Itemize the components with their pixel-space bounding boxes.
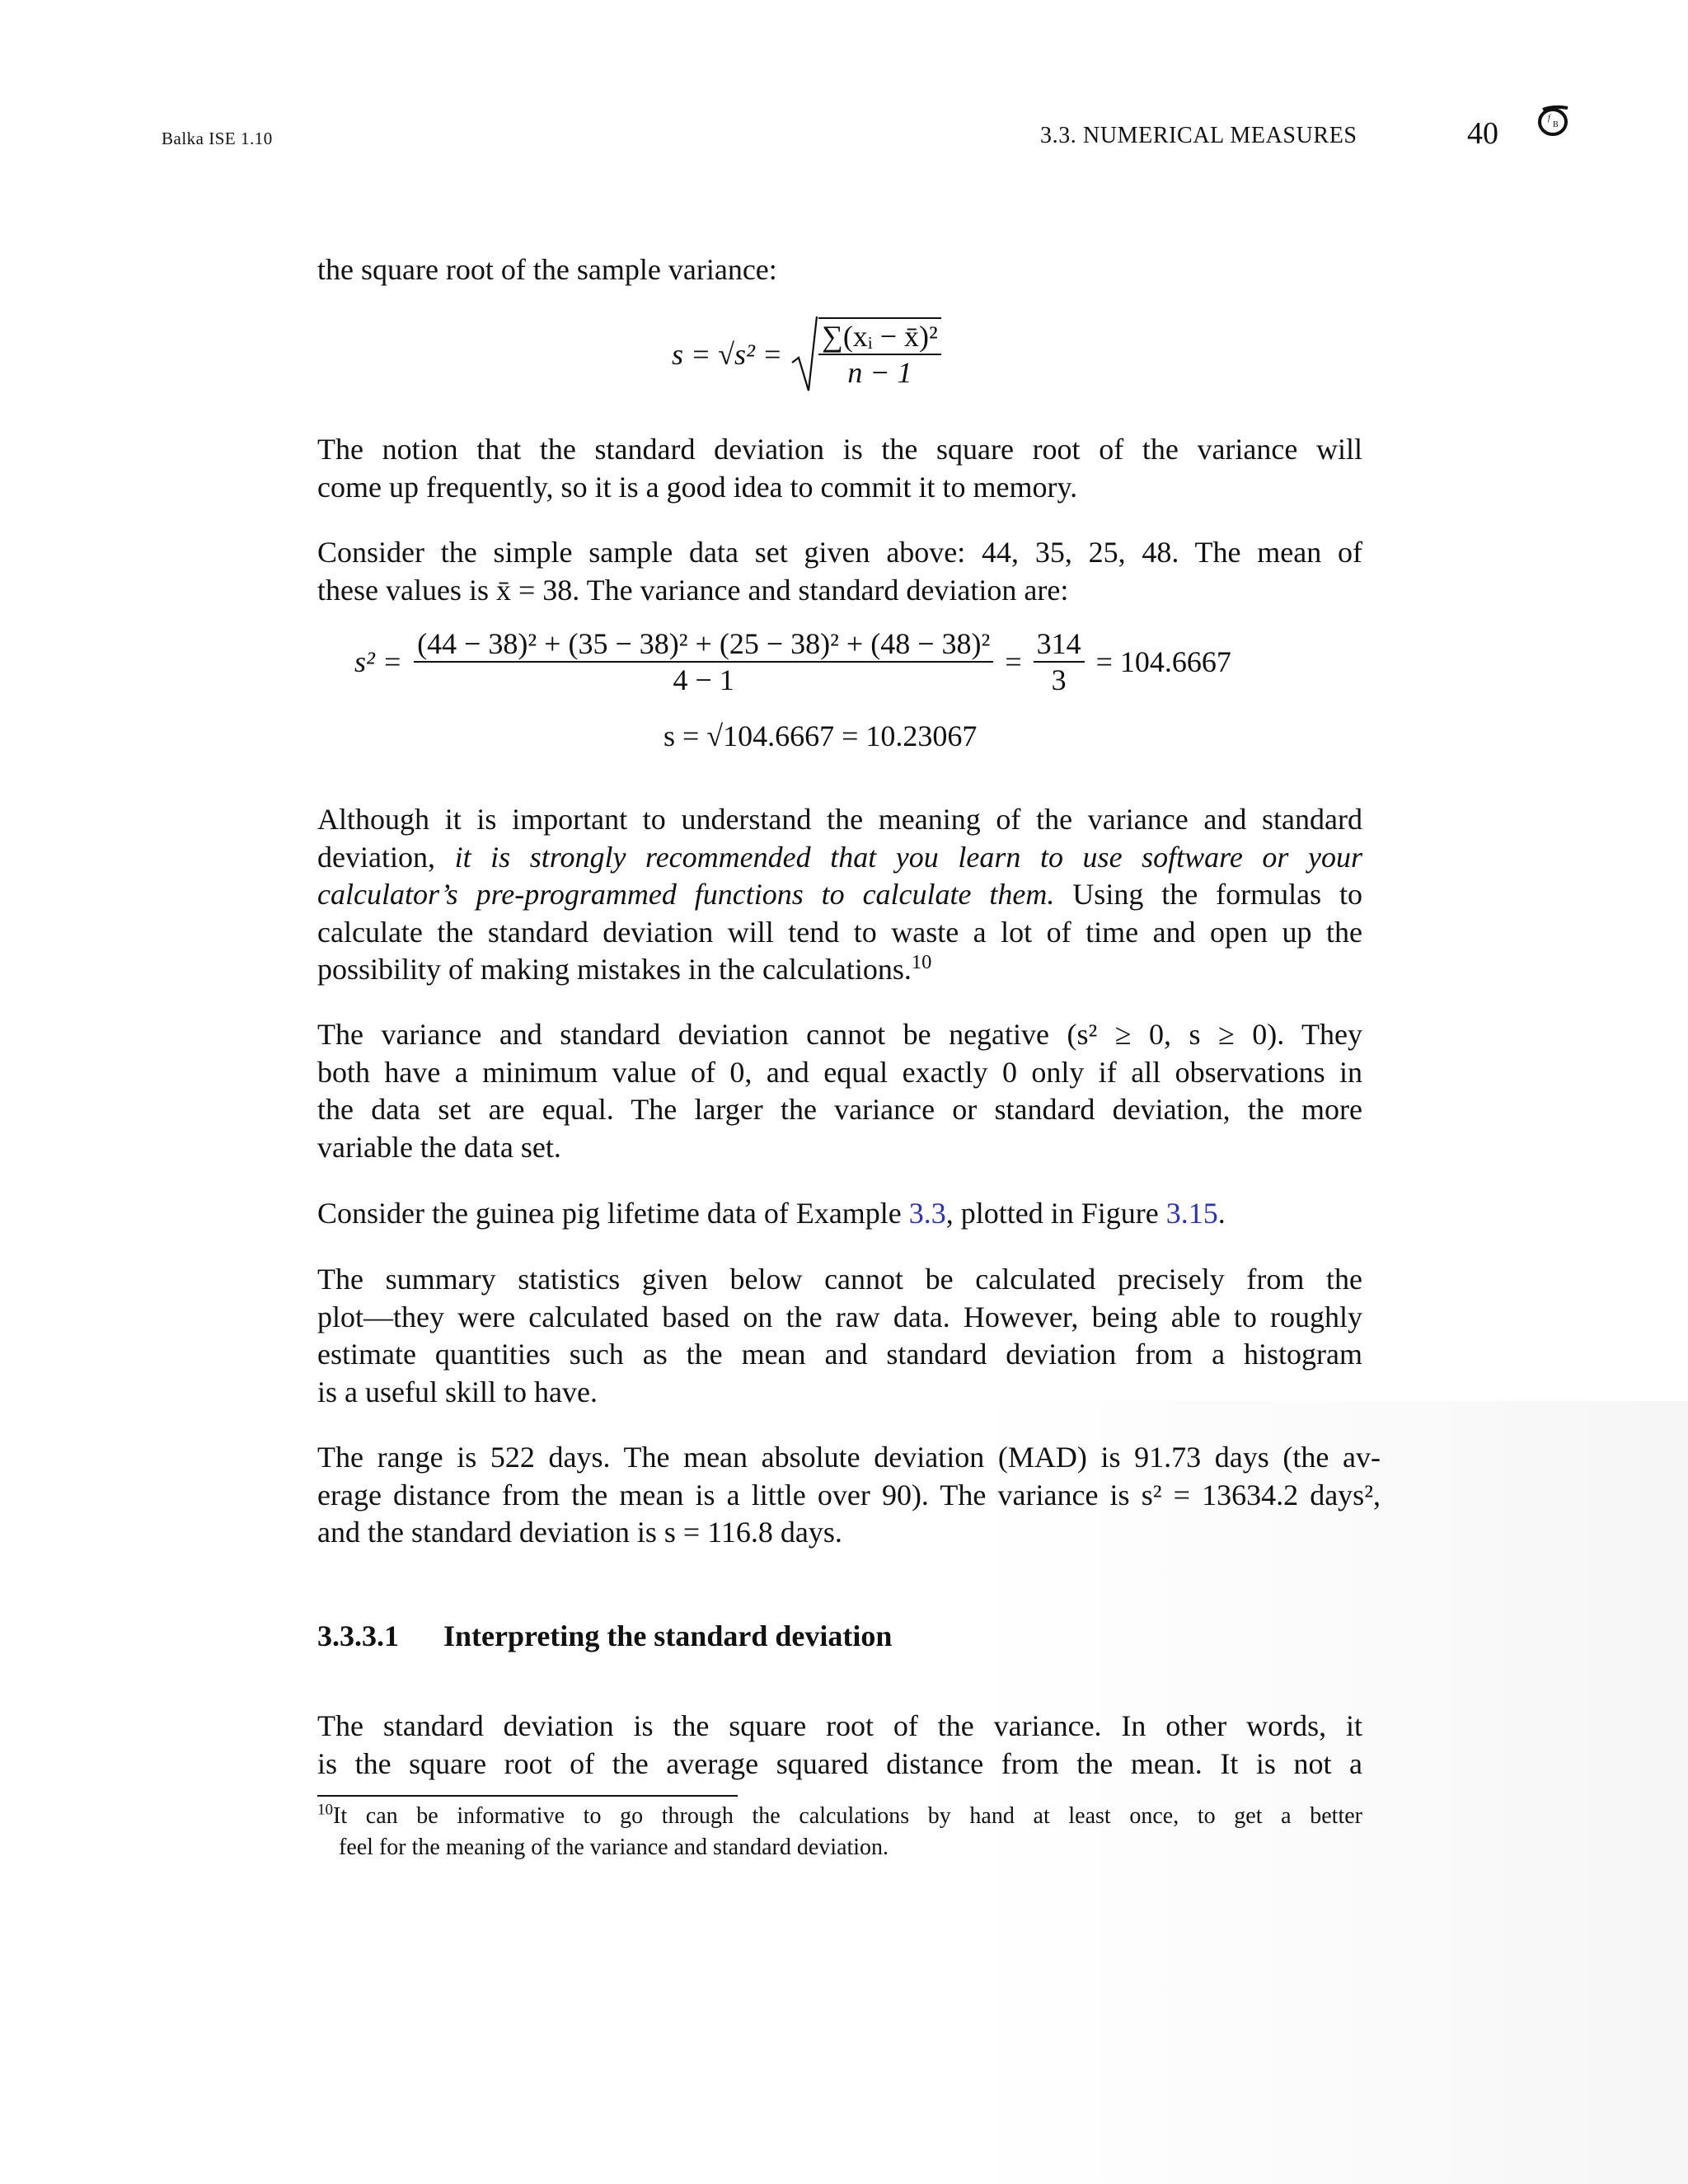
formula-denominator: n − 1 <box>847 356 912 389</box>
sqrt-sign <box>790 315 818 394</box>
paragraph-summary-stats: The summary statistics given below cannot be calculated precisely from the plot—they were calculated based on the raw data. However, being able to roughly estimate quantities such as the mean and standard deviation from a histogram is a useful skill to have. <box>317 1263 1362 1408</box>
footnote-mark: 10 <box>317 1801 334 1819</box>
footnote: $^{10}$It can be informative to go through the calculations by hand at least once, to get a better feel for the meaning of the variance and standard deviation. <box>317 1801 1362 1860</box>
running-header-left: Balka ISE 1.10 <box>162 129 273 148</box>
paragraph-nonnegative: The variance and standard deviation cannot be negative (s² ≥ 0, s ≥ 0). They both have a minimum value of 0, and equal exactly 0 only if all observations in the data set are equal. The larger the variance or standard deviation, the more variable the data set. <box>317 1018 1362 1164</box>
example-link[interactable]: 3.3 <box>908 1197 946 1230</box>
std-dev-formula <box>672 313 941 396</box>
paragraph-interpreting: The standard deviation is the square root of the variance. In other words, it is the square root of the average squared distance from the mean. It is not a <box>317 1709 1362 1780</box>
section-number: 3.3.3.1 <box>317 1619 399 1652</box>
variance-lhs: s² = <box>354 645 403 678</box>
svg-text:B: B <box>1553 120 1559 129</box>
paragraph-range-mad: The range is 522 days. The mean absolute deviation (MAD) is 91.73 days (the av- erage distance from the mean is a little over 90). The variance is s² = 13634.2 days², and the standard deviation is s = 116.8 days. <box>317 1441 1381 1549</box>
formula-numerator: ∑(xᵢ − x̄)² <box>822 320 938 353</box>
section-heading <box>317 1619 892 1653</box>
svg-text:f: f <box>1548 114 1550 123</box>
formula-lhs: s = √s² = <box>672 338 783 371</box>
variance-result: = 104.6667 <box>1095 645 1231 678</box>
variance-calculation: s² = $\frac{\text{(44 − 38)² + (35 − 38)² + (25 − 38)² + (48 − 38)²}}{4 - 1}$ = $\frac{314}{3}$ = 104.6667 <box>354 627 1231 696</box>
intro-text: the square root of the sample variance: <box>317 253 777 286</box>
formula-fraction <box>818 317 941 390</box>
page-number: 40 <box>1467 116 1498 151</box>
std-dev-calculation: s = √104.6667 = 10.23067 <box>663 719 978 752</box>
figure-link[interactable]: 3.15 <box>1165 1197 1218 1230</box>
section-title: Interpreting the standard deviation <box>443 1619 893 1652</box>
footnote-rule <box>317 1795 738 1797</box>
running-header-section: 3.3. NUMERICAL MEASURES <box>1040 123 1357 148</box>
footnote-reference[interactable]: 10 <box>911 951 932 973</box>
variance-fraction: $\frac{\text{(44 − 38)² + (35 − 38)² + (25 − 38)² + (48 − 38)²}}{4 - 1}$ <box>414 626 993 697</box>
paragraph-software-advice: Although it is important to understand the meaning of the variance and standard deviation, it is strongly recommended that you learn to use software or your calculator’s pre-programmed functions to calculate them. Using the formulas to calculate the standard deviation will tend to waste a lot of time and open up the possibility of making mistakes in the calculations.$^{10}$ <box>317 803 1362 986</box>
sigma-logo-icon <box>1535 102 1571 138</box>
paragraph-guinea-pig: Consider the guinea pig lifetime data of Example 3.3, plotted in Figure 3.15. <box>317 1197 1226 1230</box>
paragraph-notion: The notion that the standard deviation is the square root of the variance will come up frequently, so it is a good idea to commit it to memory. <box>317 433 1362 504</box>
variance-fraction-simplified: $\frac{314}{3}$ <box>1034 626 1085 697</box>
paragraph-example: Consider the simple sample data set given above: 44, 35, 25, 48. The mean of these values is x̄ = 38. The variance and standard deviation are: <box>317 536 1362 607</box>
